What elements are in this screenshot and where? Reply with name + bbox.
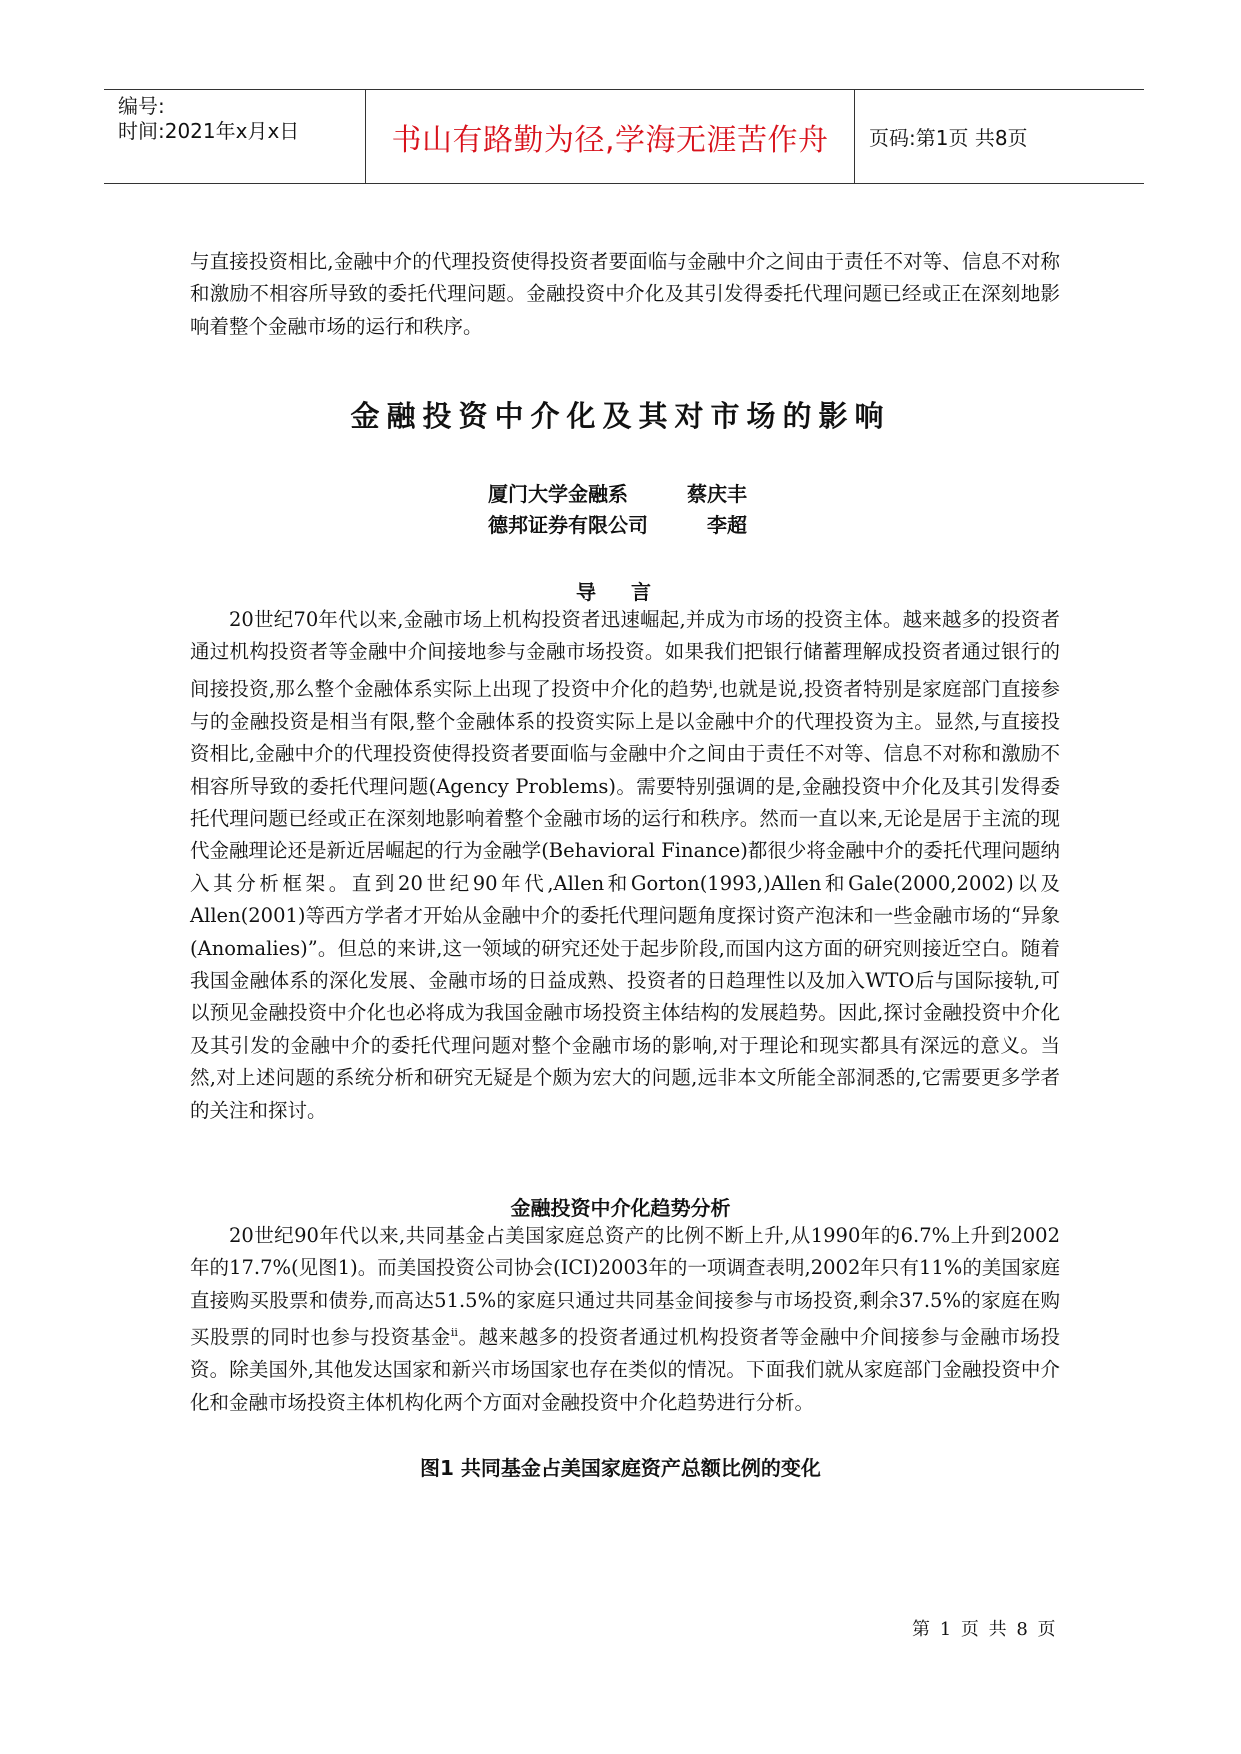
time-label: 时间:2021年x月x日 (118, 119, 300, 143)
intro-paragraph: 与直接投资相比,金融中介的代理投资使得投资者要面临与金融中介之间由于责任不对等、信息不对称和激励不相容所导致的委托代理问题。金融投资中介化及其引发得委托代理问题已经或正在深刻地影响着整个金融市场的运行和秩序。 (190, 250, 1060, 338)
author-name: 蔡庆丰 (687, 482, 747, 506)
section-heading-trend: 金融投资中介化趋势分析 (510, 1196, 731, 1220)
paragraph-text: ,也就是说,投资者特别是家庭部门直接参与的金融投资是相当有限,整个金融体系的投资实际上是以金融中介的代理投资为主。显然,与直接投资相比,金融中介的代理投资使得投资者要面临与金融中介之间由于责任不对等、信息不对称和激励不相容所导致的委托代理问题(Agency Problems)。需要特别强调的是,金融投资中介化及其引发得委托代理问题已经或正在深刻地影响着整个金融市场的运行和秩序。然而一直以来,无论是居于主流的现代金融理论还是新近居崛起的行为金融学(Behavioral Finance)都很少将金融中介的委托代理问题纳入其分析框架。直到20世纪90年代,Allen和Gorton(1993,)Allen和Gale(2000,2002)以及Allen(2001)等西方学者才开始从金融中介的委托代理问题角度探讨资产泡沫和一些金融市场的“异象(Anomalies)”。但总的来讲,这一领域的研究还处于起步阶段,而国内这方面的研究则接近空白。随着我国金融体系的深化发展、金融市场的日益成熟、投资者的日趋理性以及加入WTO后与国际接轨,可以预见金融投资中介化也必将成为我国金融市场投资主体结构的发展趋势。因此,探讨金融投资中介化及其引发的金融中介的委托代理问题对整个金融市场的影响,对于理论和现实都具有深远的意义。当然,对上述问题的系统分析和研究无疑是个颇为宏大的问题,远非本文所能全部洞悉的,它需要更多学者的关注和探讨。 (190, 677, 1061, 1122)
header-page-info: 页码:第1页 共8页 (869, 126, 1028, 150)
paragraph-text: 。越来越多的投资者通过机构投资者等金融中介间接参与金融市场投资。除美国外,其他发达国家和新兴市场国家也存在类似的情况。下面我们就从家庭部门金融投资中介化和金融市场投资主体机构化两个方面对金融投资中介化趋势进行分析。 (190, 1325, 1060, 1414)
page-footer: 第 1 页 共 8 页 (912, 1619, 1058, 1640)
header-motto: 书山有路勤为径,学海无涯苦作舟 (366, 90, 855, 183)
author-org: 厦门大学金融系 (488, 482, 628, 506)
paragraph-text: 20世纪90年代以来,共同基金占美国家庭总资产的比例不断上升,从1990年的6.7%上升到2002年的17.7%(见图1)。而美国投资公司协会(ICI)2003年的一项调查表明,2002年只有11%的美国家庭直接购买股票和债券,而高达51.5%的家庭只通过共同基金间接参与市场投资,剩余37.5%的家庭在购买股票的同时也参与投资基金 (190, 1224, 1060, 1349)
section-heading-intro: 导 言 (576, 580, 665, 604)
document-header (104, 89, 1144, 184)
page-title: 金融投资中介化及其对市场的影响 (350, 399, 891, 433)
trend-section-paragraph (190, 1220, 1060, 1419)
header-meta (104, 90, 366, 183)
paragraph-text: 20世纪70年代以来,金融市场上机构投资者迅速崛起,并成为市场的投资主体。越来越多的投资者通过机构投资者等金融中介间接地参与金融市场投资。如果我们把银行储蓄理解成投资者通过银行的间接投资,那么整个金融体系实际上出现了投资中介化的趋势 (190, 608, 1060, 701)
footnote-ref[interactable]: i (708, 677, 713, 691)
author-org: 德邦证券有限公司 (488, 513, 648, 537)
number-label: 编号: (118, 94, 165, 118)
footnote-ref[interactable]: ii (450, 1326, 458, 1340)
figure-caption: 图1 共同基金占美国家庭资产总额比例的变化 (420, 1456, 821, 1480)
intro-section-paragraph (190, 604, 1060, 1127)
author-name: 李超 (707, 513, 747, 537)
